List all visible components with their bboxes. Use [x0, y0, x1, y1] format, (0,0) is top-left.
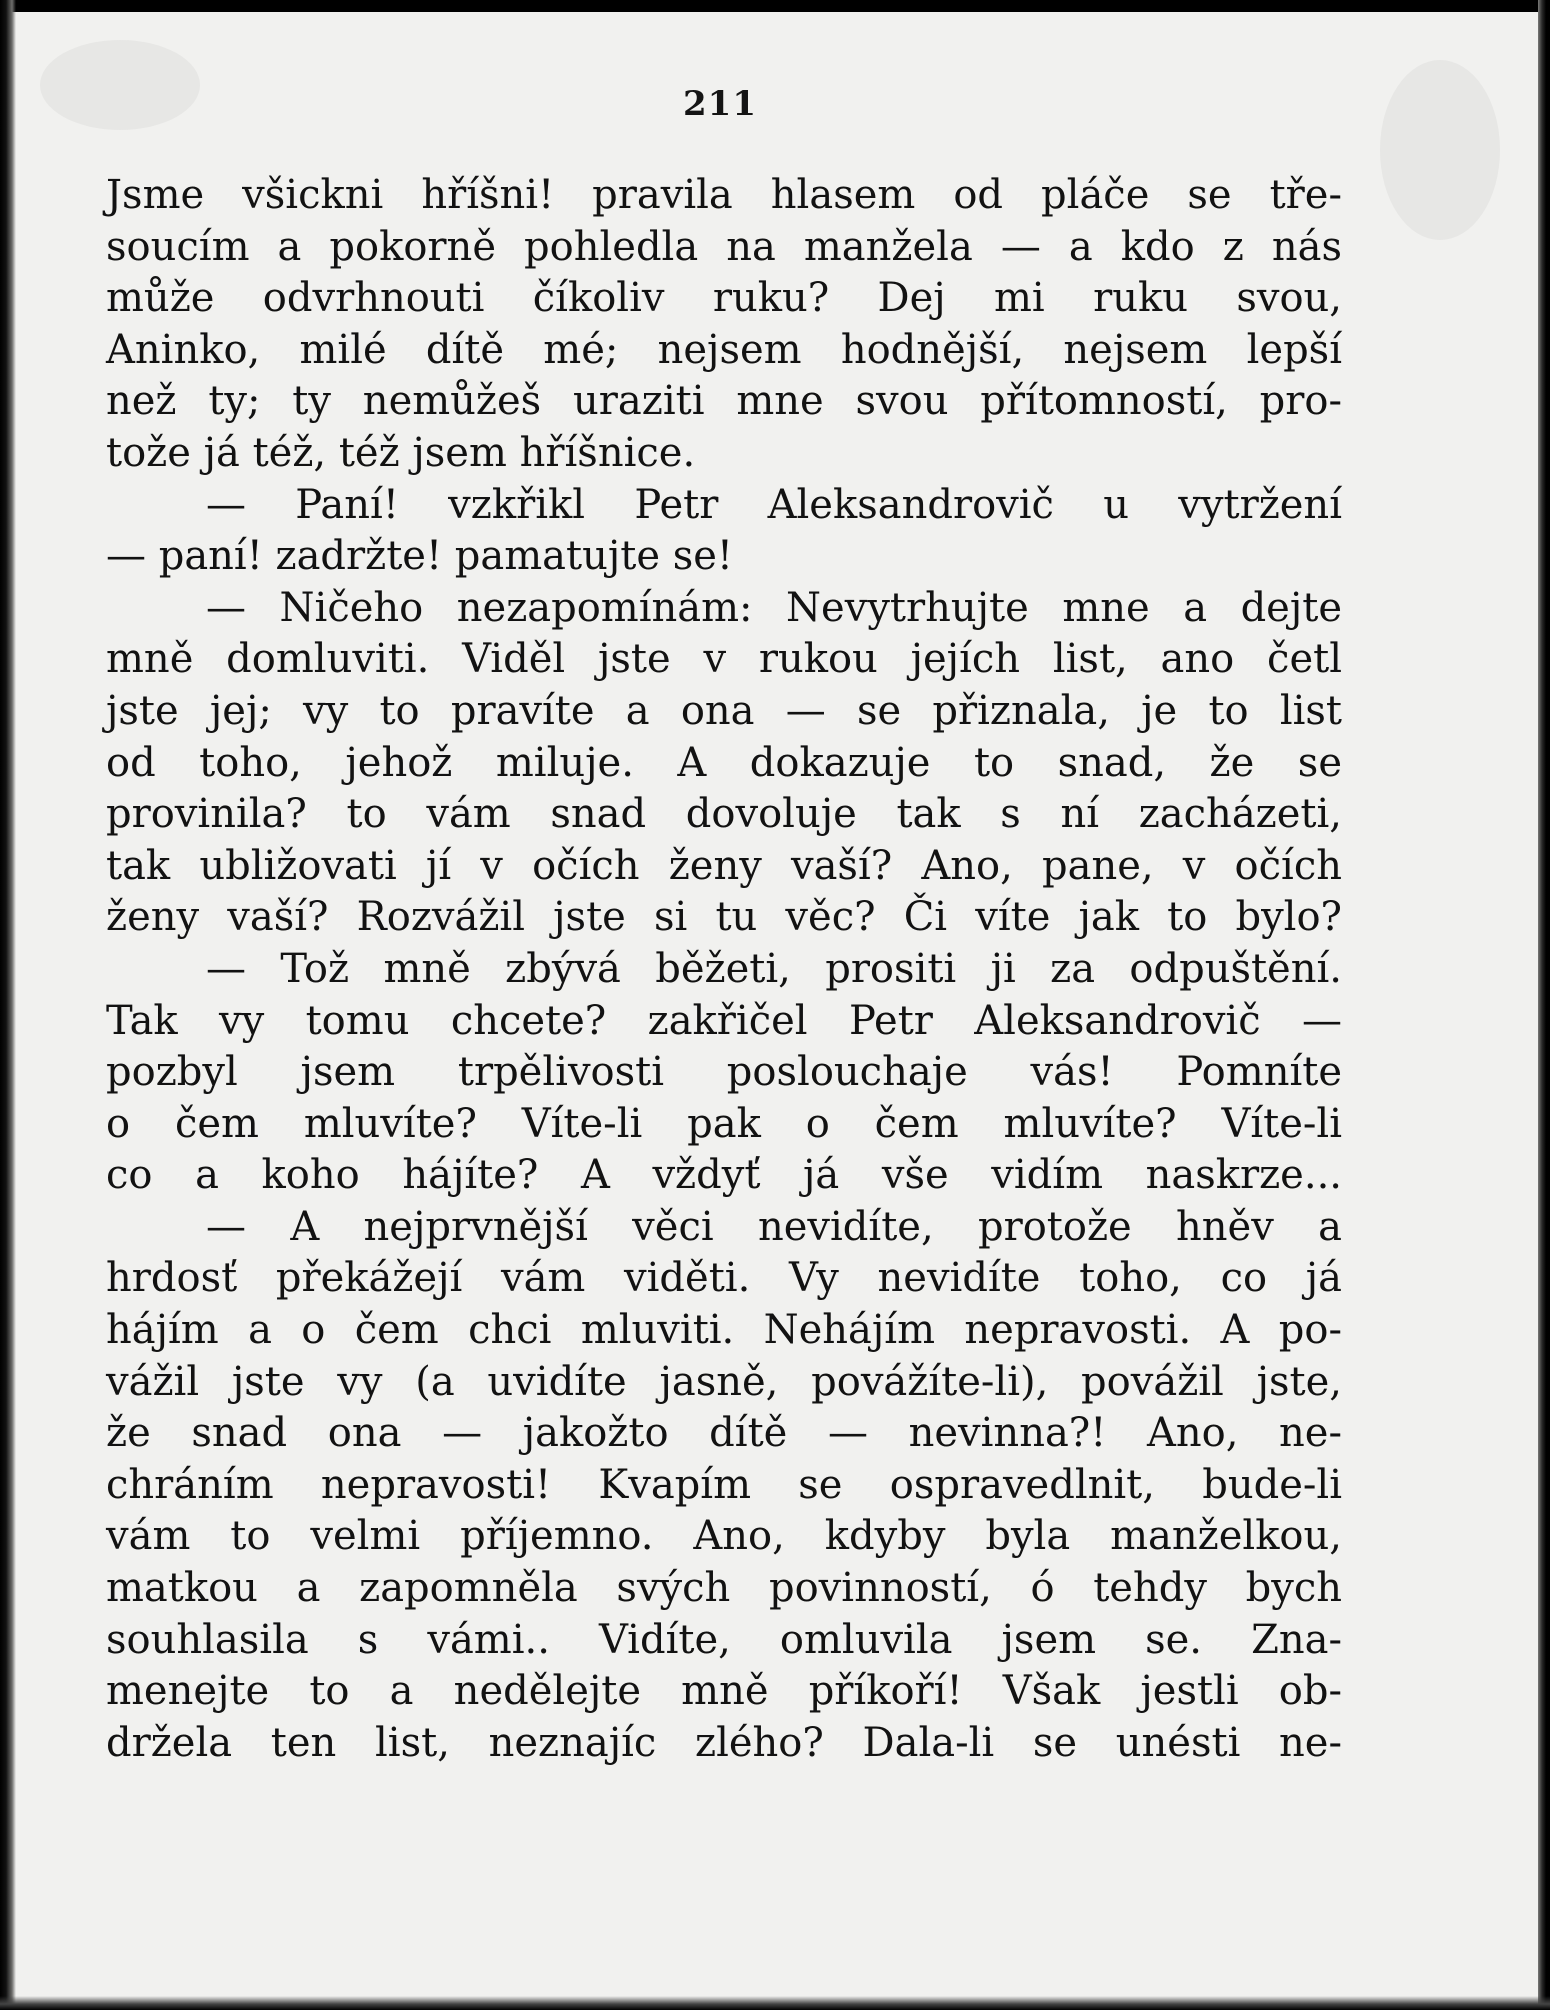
- text-line: hrdosť překážejí vám viděti. Vy nevidíte toho, co já: [106, 1255, 1342, 1302]
- text-line: souhlasila s vámi.. Vidíte, omluvila jsem se. Zna-: [106, 1616, 1342, 1663]
- text-line: že snad ona — jakožto dítě — nevinna?! Ano, ne-: [106, 1410, 1342, 1457]
- text-line: tože já též, též jsem hříšnice.: [106, 429, 696, 476]
- text-line: Tak vy tomu chcete? zakřičel Petr Aleksandrovič —: [106, 997, 1342, 1044]
- text-line: co a koho hájíte? A vždyť já vše vidím naskrze...: [106, 1152, 1342, 1199]
- body-text: [106, 170, 1342, 1769]
- text-line: držela ten list, neznajíc zlého? Dala-li se unésti ne-: [106, 1719, 1342, 1766]
- scan-edge-bottom: [0, 1996, 1550, 2010]
- text-line: Aninko, milé dítě mé; nejsem hodnější, nejsem lepší: [106, 326, 1342, 373]
- text-line: — Tož mně zbývá běžeti, prositi ji za odpuštění.: [206, 945, 1342, 992]
- text-line: Jsme všickni hříšni! pravila hlasem od pláče se tře-: [106, 172, 1342, 218]
- text-line: od toho, jehož miluje. A dokazuje to snad, že se: [106, 739, 1342, 786]
- page-number: 211: [683, 84, 757, 124]
- text-line: — Ničeho nezapomínám: Nevytrhujte mne a dejte: [206, 584, 1342, 631]
- scan-edge-top: [0, 0, 1550, 12]
- text-line: provinila? to vám snad dovoluje tak s ní zacházeti,: [106, 791, 1342, 838]
- text-line: tak ubližovati jí v očích ženy vaší? Ano, pane, v očích: [106, 842, 1342, 889]
- text-line: než ty; ty nemůžeš uraziti mne svou přítomností, pro-: [106, 378, 1342, 425]
- text-line: — Paní! vzkřikl Petr Aleksandrovič u vytržení: [206, 481, 1342, 528]
- scan-edge-left: [0, 0, 16, 2010]
- text-line: pozbyl jsem trpělivosti poslouchaje vás! Pomníte: [106, 1049, 1342, 1096]
- text-line: chráním nepravosti! Kvapím se ospravedlnit, bude-li: [106, 1461, 1342, 1508]
- text-line: vám to velmi příjemno. Ano, kdyby byla manželkou,: [106, 1513, 1342, 1560]
- scan-edge-right: [1538, 0, 1550, 2010]
- text-line: — paní! zadržte! pamatujte se!: [106, 533, 733, 580]
- text-line: mně domluviti. Viděl jste v rukou jejích list, ano četl: [106, 636, 1342, 683]
- text-line: vážil jste vy (a uvidíte jasně, povážíte-li), povážil jste,: [106, 1358, 1342, 1405]
- text-line: může odvrhnouti číkoliv ruku? Dej mi ruku svou,: [106, 275, 1342, 322]
- text-line: — A nejprvnější věci nevidíte, protože hněv a: [206, 1203, 1342, 1250]
- text-line: jste jej; vy to pravíte a ona — se přiznala, je to list: [106, 687, 1342, 734]
- text-line: hájím a o čem chci mluviti. Nehájím nepravosti. A po-: [106, 1307, 1342, 1354]
- text-line: ženy vaší? Rozvážil jste si tu věc? Či víte jak to bylo?: [106, 894, 1342, 941]
- text-line: o čem mluvíte? Víte-li pak o čem mluvíte? Víte-li: [106, 1100, 1342, 1147]
- text-line: soucím a pokorně pohledla na manžela — a kdo z nás: [106, 223, 1342, 270]
- text-line: matkou a zapomněla svých povinností, ó tehdy bych: [106, 1565, 1342, 1612]
- text-line: menejte to a nedělejte mně příkoří! Však jestli ob-: [106, 1668, 1342, 1715]
